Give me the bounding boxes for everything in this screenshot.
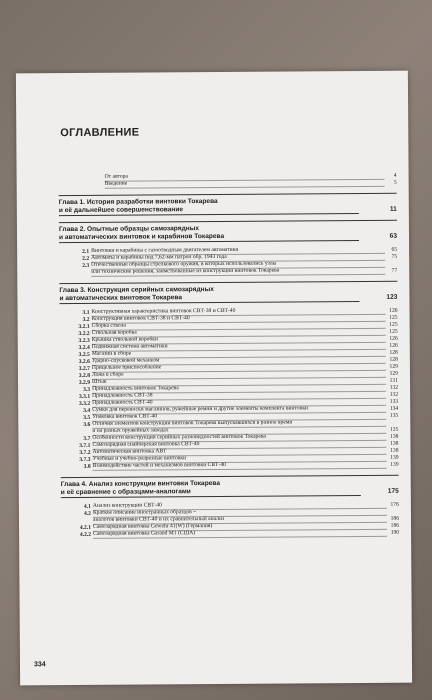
entry-number: 3.2.8 — [78, 372, 91, 379]
entry-text: Ударно-спусковой механизм — [92, 356, 386, 366]
entry-number: 3.4 — [83, 407, 91, 414]
entry-page: 77 — [391, 267, 398, 274]
entry-text: Упаковка винтовок СВТ-40 — [92, 412, 386, 422]
entry-text: Учебные и учебно-разрезные винтовки — [93, 454, 387, 464]
entry-text: Автоматы и карабины под 7,62-мм патрон обр. 1943 года — [91, 253, 385, 263]
chapter-title-line1: Глава 2. Опытные образцы самозарядных — [58, 225, 200, 234]
entry-page: 4 — [393, 172, 397, 179]
entry-number: 4.2 — [83, 510, 91, 517]
entry-page: 129 — [389, 370, 398, 377]
entry-text: Отечественные образцы стрелкового оружия, в которых использовались узлы — [91, 260, 385, 270]
chapter-4-items — [61, 502, 399, 539]
chapter-page: 63 — [389, 232, 398, 240]
entry-text: Самозарядная винтовка Gewehr 41(W) (Германия) — [93, 522, 387, 532]
chapter-page: 11 — [389, 205, 397, 213]
entry-number: 3.2.7 — [78, 365, 90, 372]
toc-entry — [59, 180, 397, 189]
entry-text: или технические решения, заимствованные из конструкции винтовок Токарева — [91, 267, 385, 277]
entry-number: 3.2.3 — [78, 337, 90, 344]
entry-text: Отличия элементов конструкции винтовок Токарева выпускавшихся в разное время — [92, 419, 386, 429]
entry-page: 186 — [390, 522, 400, 529]
toc-entry — [61, 530, 399, 539]
entry-text: Принадлежность винтовок Токарева — [92, 384, 386, 394]
entry-number: 2.1 — [82, 248, 90, 255]
entry-page: 126 — [389, 335, 398, 342]
chapter-title-line2: и автоматических винтовок и карабинов Токарева — [59, 232, 359, 243]
entry-page: 176 — [390, 501, 399, 508]
entry-page: 135 — [389, 412, 399, 419]
chapter-1 — [59, 193, 397, 216]
entry-text: Штык — [92, 377, 386, 387]
entry-page: 132 — [389, 391, 399, 398]
entry-page: 129 — [389, 363, 398, 370]
entry-page: 128 — [389, 356, 398, 363]
entry-page: 128 — [389, 349, 398, 356]
chapter-title-line1: Глава 4. Анализ конструкции винтовки Токарева — [60, 479, 221, 489]
chapter-2 — [59, 220, 397, 243]
entry-text: Особенности конструкции серийных разновидностей винтовок Токарева — [92, 433, 386, 443]
entry-number: 2.2 — [82, 255, 90, 262]
entry-text: Конструкция винтовок СВТ-38 и СВТ-40 — [92, 314, 386, 324]
entry-number: 3.8 — [83, 463, 91, 470]
entry-page: 65 — [391, 246, 398, 253]
entry-number: 3.1 — [82, 309, 90, 316]
chapter-title-line2: и её сравнение с образцами-аналогами — [61, 487, 361, 498]
entry-number: 3.7 — [83, 435, 91, 442]
entry-number: 3.2.6 — [78, 358, 90, 365]
toc-entry — [61, 462, 399, 471]
entry-text: Взаимодействие частей и механизмов винтовки СВТ-40 — [93, 461, 387, 471]
entry-number: 4.2.2 — [79, 531, 92, 538]
chapter-3 — [59, 281, 397, 304]
entry-number: 4.2.1 — [79, 524, 92, 531]
entry-page: 134 — [389, 405, 399, 412]
entry-number: 3.7.3 — [79, 456, 91, 463]
entry-number: 3.2.2 — [78, 330, 90, 337]
toc-entry — [59, 268, 397, 277]
entry-text: Винтовки и карабины с газоотводным двигателем автоматики — [91, 246, 385, 256]
entry-number: 3.2.9 — [78, 379, 91, 386]
chapter-4 — [61, 475, 399, 498]
chapter-title-line1: Глава 3. Конструкция серийных самозарядных — [59, 285, 214, 295]
entry-text: Конструктивная характеристика винтовок СВТ-38 и СВТ-40 — [92, 307, 386, 317]
entry-number: 3.3.1 — [78, 393, 91, 400]
page-number: 334 — [33, 661, 46, 669]
entry-text: От автора — [105, 172, 385, 182]
entry-text: Принадлежность СВТ-40 — [92, 398, 386, 408]
entry-text: Подвижная система автоматики — [92, 342, 386, 352]
entry-number: 3.6 — [83, 421, 91, 428]
entry-page: 135 — [389, 426, 399, 433]
entry-page: 131 — [389, 377, 399, 384]
entry-text: Самозарядная снайперская винтовка СВТ-40 — [92, 440, 386, 450]
book-page — [16, 71, 412, 686]
entry-text: Прицельное приспособление — [92, 363, 386, 373]
entry-text: Магазин в сборе — [92, 349, 386, 359]
entry-number: 3.3.2 — [78, 400, 91, 407]
entry-text: Ствольная коробка — [92, 328, 386, 338]
entry-page: 132 — [389, 384, 399, 391]
entry-number: 4.1 — [83, 503, 91, 510]
entry-text: аналогов винтовки СВТ-40 и их сравнительный анализ — [93, 515, 387, 525]
chapter-page: 175 — [387, 487, 399, 495]
entry-page: 139 — [390, 454, 399, 461]
table-of-contents — [59, 173, 400, 539]
entry-text: Ложа в сборе — [92, 370, 386, 380]
page-title: ОГЛАВЛЕНИЕ — [60, 126, 140, 140]
entry-text: Самозарядная винтовка Garand M1 (США) — [93, 529, 387, 539]
entry-page: 126 — [389, 307, 398, 314]
chapter-page: 123 — [386, 293, 398, 301]
entry-page: 126 — [389, 342, 398, 349]
chapter-title-line2: и её дальнейшее совершенствование — [59, 205, 359, 216]
entry-text: Сборка ствола — [92, 321, 386, 331]
entry-number: 3.2 — [82, 316, 90, 323]
entry-page: 138 — [390, 440, 399, 447]
entry-page: 133 — [389, 398, 399, 405]
entry-page: 190 — [390, 529, 400, 536]
chapter-title-line1: Глава 1. История разработки винтовки Токарева — [58, 197, 218, 207]
entry-number: 3.5 — [83, 414, 91, 421]
entry-text: Крышка ствольной коробки — [92, 335, 386, 345]
entry-text: Краткое описание иностранных образцов – — [93, 508, 387, 518]
entry-page: 5 — [393, 179, 397, 186]
entry-text: Введение — [105, 179, 385, 189]
entry-number: 3.3 — [83, 386, 91, 393]
entry-number: 2.3 — [82, 262, 90, 269]
entry-text: Автоматическая винтовка АВТ — [92, 447, 386, 457]
entry-page: 186 — [390, 515, 400, 522]
chapter-title-line2: и автоматических винтовок Токарева — [59, 293, 359, 304]
entry-page: 125 — [389, 314, 398, 321]
entry-page: 75 — [391, 253, 398, 260]
chapter-3-items — [60, 308, 399, 471]
entry-text: Сумки для переноски магазинов, ружейные ремни и другие элементы комплекта винтовки — [92, 405, 386, 415]
entry-page: 138 — [390, 447, 399, 454]
entry-text: Принадлежность СВТ-38 — [92, 391, 386, 401]
entry-page: 125 — [389, 321, 398, 328]
entry-number: 3.2.4 — [78, 344, 90, 351]
entry-number: 3.2.1 — [78, 323, 90, 330]
chapter-2-items — [59, 247, 397, 277]
entry-text: Анализ конструкции СВТ-40 — [93, 501, 387, 511]
entry-page: 138 — [390, 433, 399, 440]
entry-page: 125 — [389, 328, 398, 335]
entry-page: 139 — [390, 461, 399, 468]
entry-number: 3.7.2 — [79, 449, 91, 456]
entry-text: и на разных оружейных заводах — [92, 426, 386, 436]
entry-number: 3.7.1 — [79, 442, 91, 449]
entry-number: 3.2.5 — [78, 351, 90, 358]
